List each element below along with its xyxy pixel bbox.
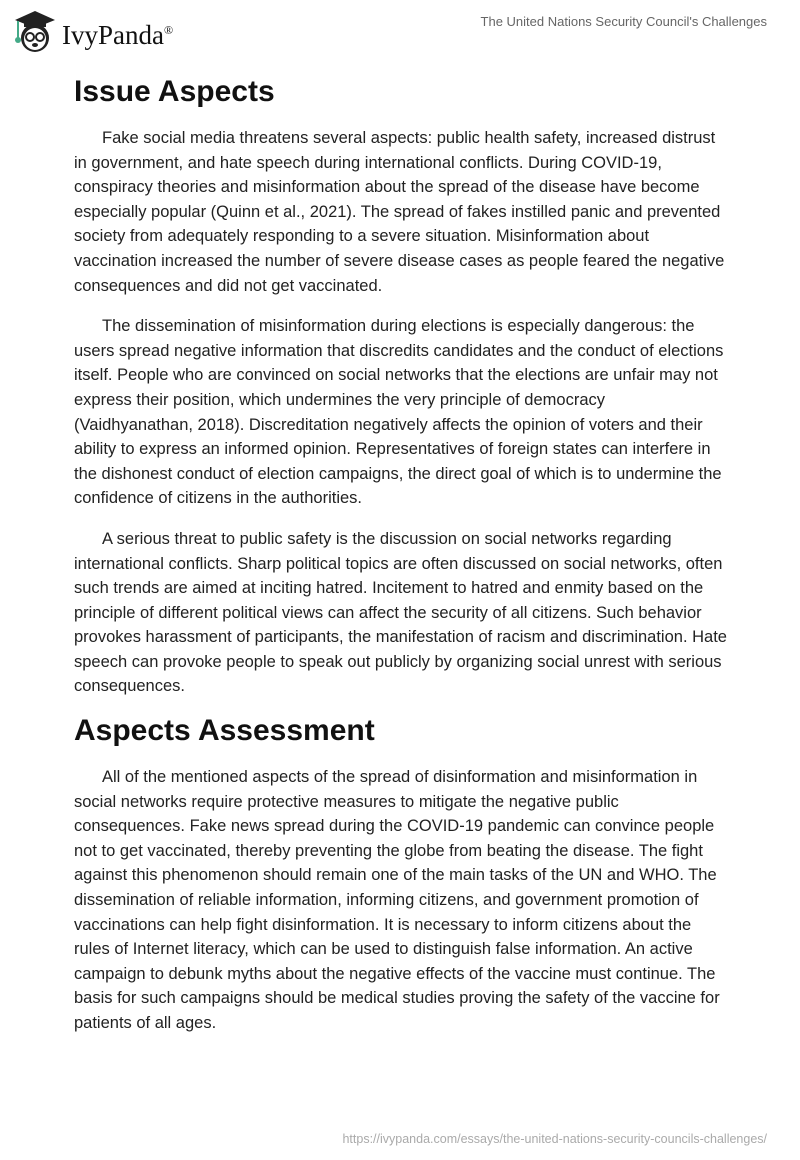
source-url[interactable]: https://ivypanda.com/essays/the-united-nations-security-councils-challenges/ (342, 1132, 767, 1146)
paragraph: All of the mentioned aspects of the spread of disinformation and misinformation in social networks require protective measures to mitigate the negative public consequences. Fake news spread during the COVID-19 pandemic can convince people not to get vaccinated, thereby preventing the globe from beating the disease. The fight against this phenomenon should remain one of the main tasks of the UN and WHO. The dissemination of reliable information, informing citizens, and government promotion of vaccinations can help fight disinformation. It is necessary to inform citizens about the rules of Internet literacy, which can be used to distinguish false information. An active campaign to debunk myths about the negative effects of the vaccine must continue. The basis for such campaigns should be medical studies proving the safety of the vaccine for patients of all ages. (74, 768, 720, 1032)
panda-logo-icon (12, 8, 58, 54)
paragraph: A serious threat to public safety is the discussion on social networks regarding international conflicts. Sharp political topics are often discussed on social networks, often such trends are aimed at inciting hatred. Incitement to hatred and enmity based on the principle of different political views can affect the security of all citizens. Such behavior provokes harassment of participants, the manifestation of racism and discrimination. Hate speech can provoke people to speak out publicly by organizing social unrest with serious consequences. (74, 529, 727, 696)
section-heading: Issue Aspects (74, 75, 275, 108)
logo[interactable] (12, 8, 173, 54)
header (0, 0, 800, 60)
section-heading: Aspects Assessment (74, 714, 375, 748)
essay-content (74, 72, 728, 1036)
registered-mark: ® (163, 22, 174, 37)
paragraph: The dissemination of misinformation during elections is especially dangerous: the users spread negative information that discredits candidates and the conduct of elections itself. People who are convinced on social networks that the elections are unfair may not express their position, which undermines the very principle of democracy (Vaidhyanathan, 2018). Discreditation negatively affects the opinion of voters and their ability to express an informed opinion. Representatives of foreign states can interfere in the dishonest conduct of election campaigns, the direct goal of which is to undermine the confidence of citizens in the authorities. (74, 317, 724, 508)
document-title: The United Nations Security Council's Challenges (480, 14, 767, 29)
paragraph: Fake social media threatens several aspects: public health safety, increased distrust in government, and hate speech during international conflicts. During COVID-19, conspiracy theories and misinformation about the spread of the disease have become especially popular (Quinn et al., 2021). The spread of fakes instilled panic and prevented society from adequately responding to a severe situation. Misinformation about vaccination increased the number of severe disease cases as people feared the negative consequences and did not get vaccinated. (74, 129, 725, 295)
brand-name: IvyPanda (62, 19, 164, 50)
